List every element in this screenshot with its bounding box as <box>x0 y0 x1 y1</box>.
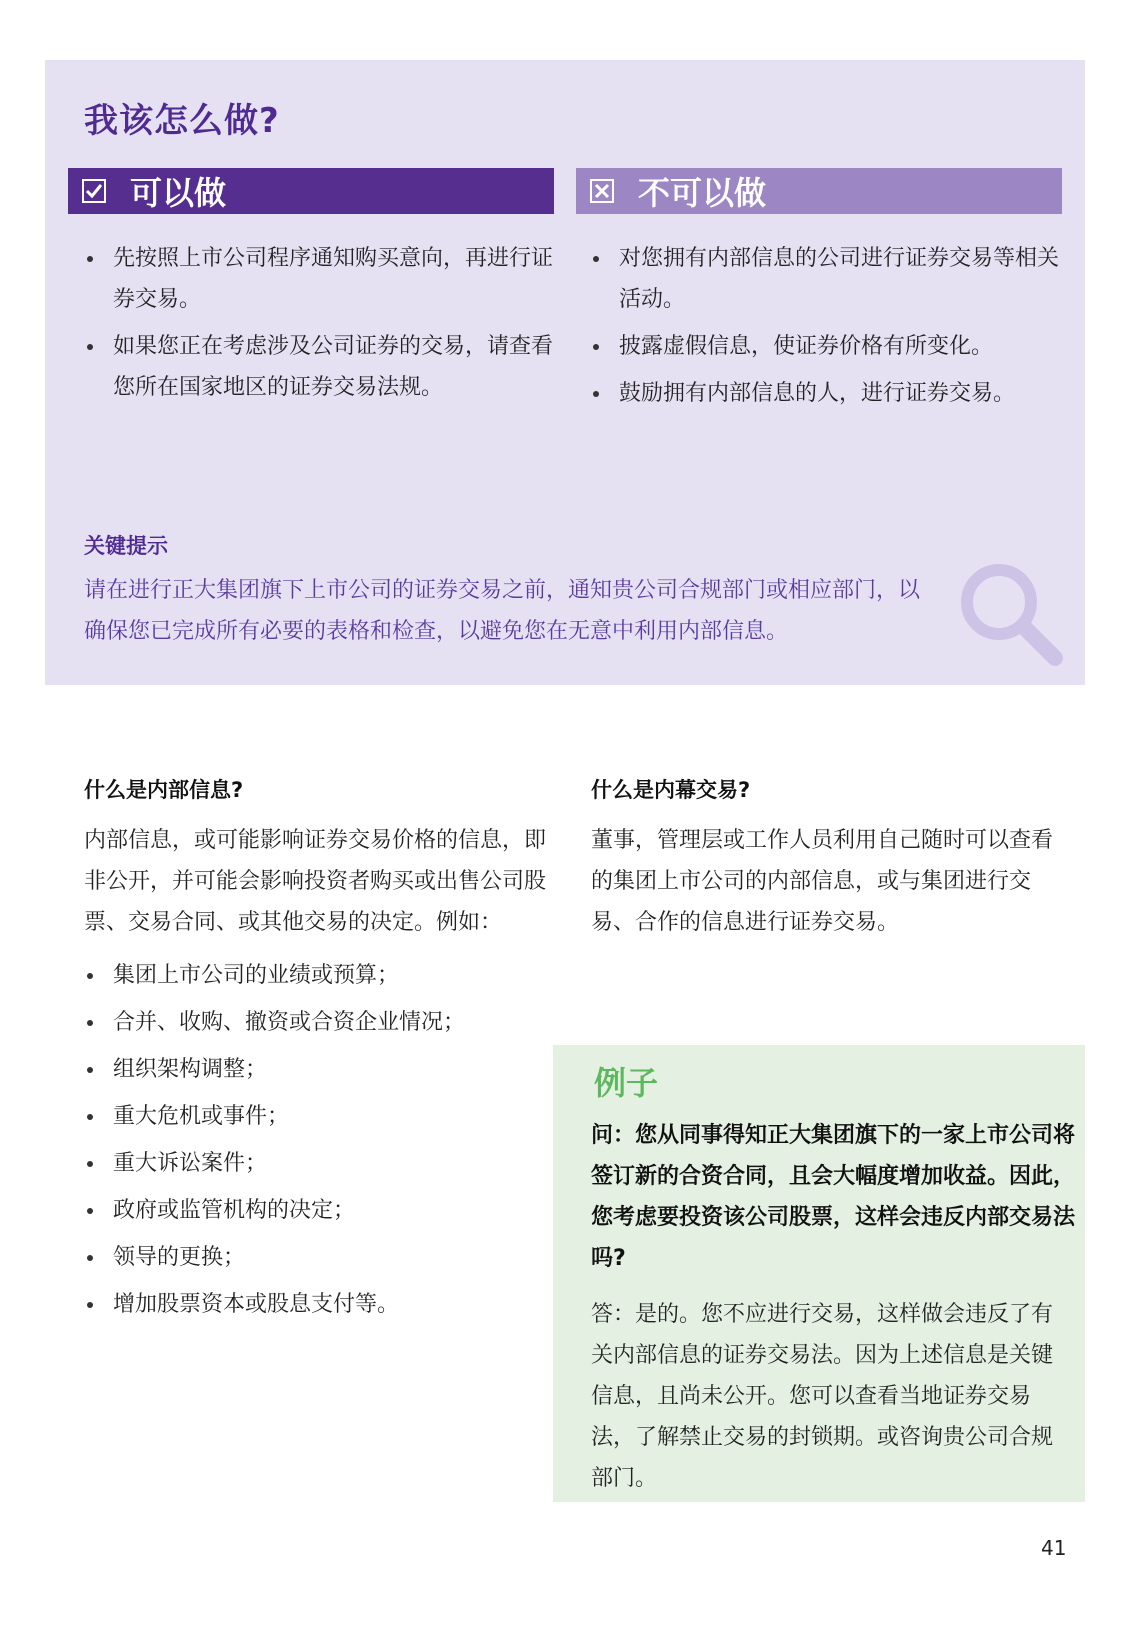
list-item: 鼓励拥有内部信息的人，进行证券交易。 <box>590 373 1066 414</box>
list-item: 领导的更换； <box>84 1237 554 1278</box>
inside-info-title: 什么是内部信息? <box>84 778 244 802</box>
list-item: 重大危机或事件； <box>84 1096 554 1137</box>
checkbox-x-icon <box>590 179 614 203</box>
do-header-label: 可以做 <box>130 174 227 212</box>
inside-info-list <box>84 955 554 1331</box>
dont-list <box>590 238 1066 420</box>
list-item: 政府或监管机构的决定； <box>84 1190 554 1231</box>
magnifier-icon <box>955 560 1067 668</box>
do-header <box>68 168 554 214</box>
list-item: 如果您正在考虑涉及公司证券的交易，请查看您所在国家地区的证券交易法规。 <box>84 326 554 408</box>
list-item: 增加股票资本或股息支付等。 <box>84 1284 554 1325</box>
checkbox-checked-icon <box>82 179 106 203</box>
tip-text: 请在进行正大集团旗下上市公司的证券交易之前，通知贵公司合规部门或相应部门，以确保您已完成所有必要的表格和检查，以避免您在无意中利用内部信息。 <box>84 578 921 644</box>
dont-header-label: 不可以做 <box>638 174 767 212</box>
list-item: 对您拥有内部信息的公司进行证券交易等相关活动。 <box>590 238 1066 320</box>
list-item: 组织架构调整； <box>84 1049 554 1090</box>
list-item: 合并、收购、撤资或合资企业情况； <box>84 1002 554 1043</box>
tip-heading: 关键提示 <box>84 534 168 558</box>
dont-header <box>576 168 1062 214</box>
do-list <box>84 238 554 414</box>
list-item: 集团上市公司的业绩或预算； <box>84 955 554 996</box>
list-item: 先按照上市公司程序通知购买意向，再进行证券交易。 <box>84 238 554 320</box>
list-item: 披露虚假信息，使证券价格有所变化。 <box>590 326 1066 367</box>
example-question: 问：您从同事得知正大集团旗下的一家上市公司将签订新的合资合同，且会大幅度增加收益。因此，您考虑要投资该公司股票，这样会违反内部交易法吗? <box>591 1123 1076 1271</box>
insider-trading-text: 董事，管理层或工作人员利用自己随时可以查看的集团上市公司的内部信息，或与集团进行交易、合作的信息进行证券交易。 <box>591 828 1054 935</box>
example-title: 例子 <box>594 1064 659 1102</box>
insider-trading-title: 什么是内幕交易? <box>591 778 751 802</box>
page-number: 41 <box>1041 1536 1067 1560</box>
panel-title: 我该怎么做? <box>84 101 280 141</box>
list-item: 重大诉讼案件； <box>84 1143 554 1184</box>
example-answer: 答：是的。您不应进行交易，这样做会违反了有关内部信息的证券交易法。因为上述信息是关键信息，且尚未公开。您可以查看当地证券交易法，了解禁止交易的封锁期。或咨询贵公司合规部门。 <box>591 1302 1054 1491</box>
inside-info-text: 内部信息，或可能影响证券交易价格的信息，即非公开，并可能会影响投资者购买或出售公司股票、交易合同、或其他交易的决定。例如： <box>84 828 547 935</box>
